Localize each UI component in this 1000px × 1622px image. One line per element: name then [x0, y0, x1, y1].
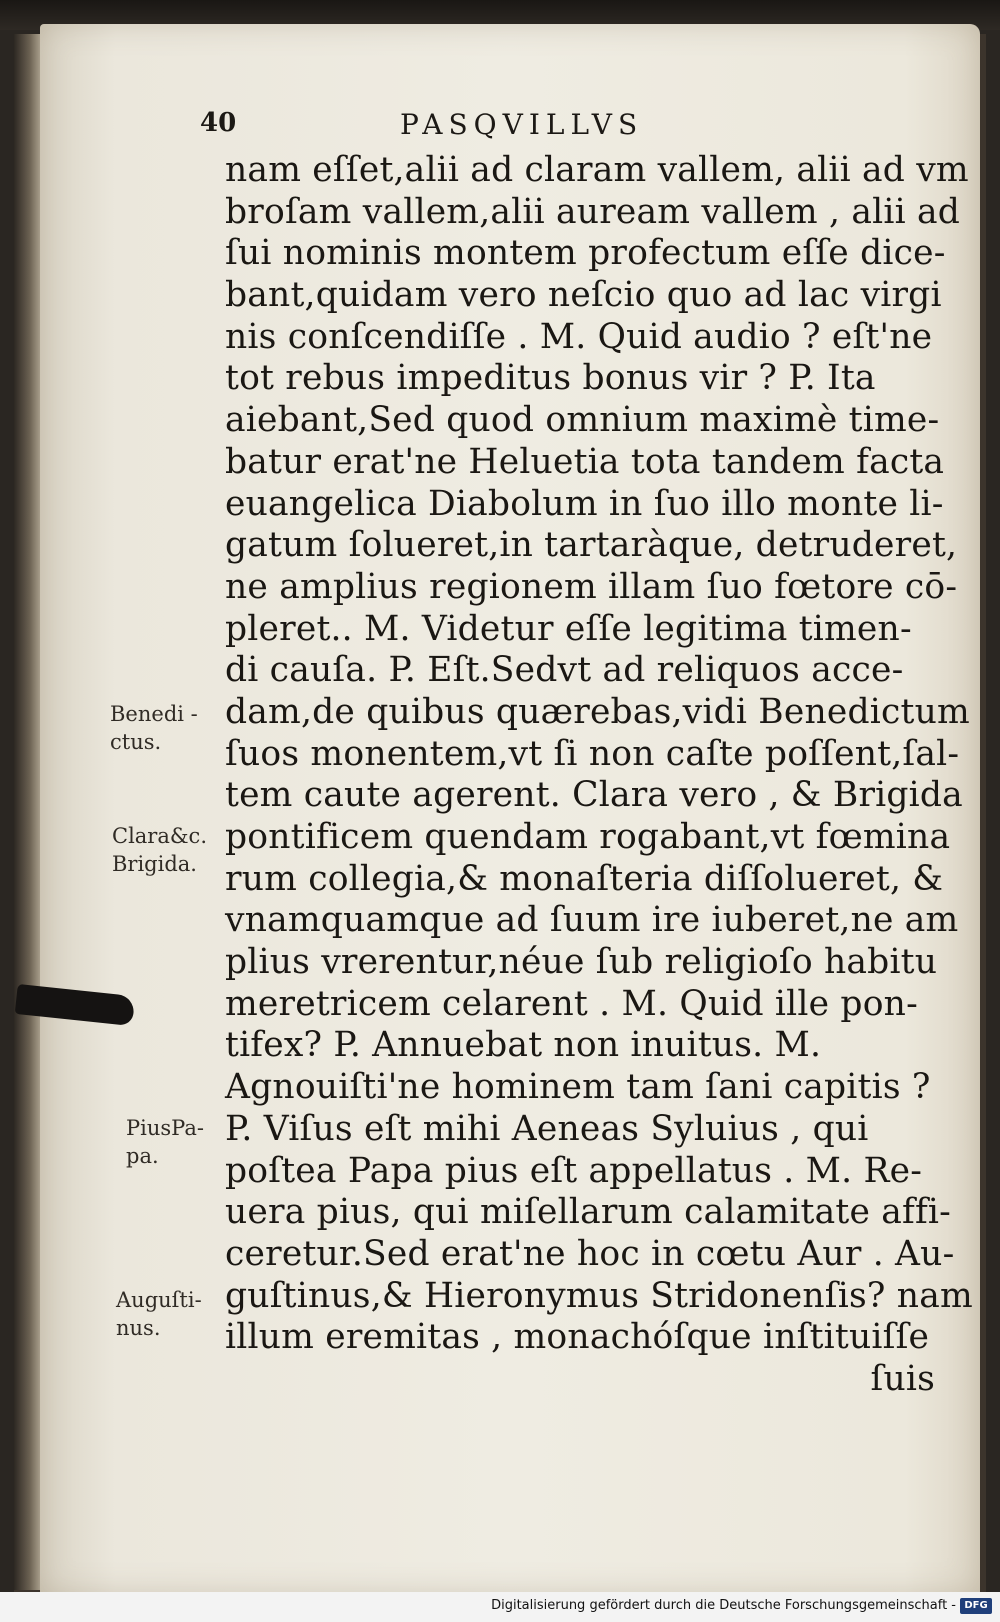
text-line: euangelica Diabolum in ſuo illo monte li- [225, 483, 944, 524]
text-line: poſtea Papa pius eſt appellatus . M. Re- [225, 1150, 923, 1191]
running-header [200, 108, 760, 148]
text-line: tem caute agerent. Clara vero , & Brigida [225, 775, 963, 816]
text-line: uera pius, qui miſellarum calamitate affi- [225, 1192, 952, 1233]
marginal-note-line: Clara&c. [112, 824, 207, 848]
page-gutter [14, 34, 40, 1590]
text-line: pleret.. M. Videtur eſſe legitima timen- [225, 608, 912, 649]
text-line: nam eſſet,alii ad claram vallem, alii ad vm [225, 150, 969, 190]
text-line: broſam vallem,alii auream vallem , alii ad [225, 191, 961, 232]
text-line: meretricem celarent . M. Quid ille pon- [225, 983, 918, 1024]
text-line: aiebant,Sed quod omnium maximè time- [225, 400, 940, 441]
marginal-note-line: PiusPa- [126, 1116, 204, 1140]
text-line: ſui nominis montem profectum eſſe dice- [225, 233, 946, 274]
text-line: plius vrerentur,néue ſub religioſo habitu [225, 942, 938, 983]
text-line: ne amplius regionem illam ſuo fœtore cō- [225, 566, 958, 607]
text-line: dam,de quibus quærebas,vidi Benedictum [225, 691, 970, 732]
marginal-note-pius-papa [126, 1114, 204, 1170]
marginal-note-clara-brigida [112, 822, 207, 878]
text-line: pontificem quendam rogabant,vt fœmina [225, 817, 951, 857]
marginal-note-line: Brigida. [112, 852, 197, 876]
marginal-note-benedictus [110, 700, 198, 756]
catchword: ſuis [870, 1358, 935, 1399]
marginal-note-line: ctus. [110, 730, 162, 754]
text-line: ſuos monentem,vt ſi non caſte poſſent,ſal- [225, 733, 960, 774]
text-line: rum collegia,& monaſteria diſſolueret, & [225, 858, 944, 899]
text-line: vnamquamque ad ſuum ire iuberet,ne am [225, 900, 959, 941]
text-line: guſtinus,& Hieronymus Stridonenſis? nam [225, 1275, 973, 1316]
marginal-note-line: Benedi - [110, 702, 198, 726]
text-line: tot rebus impeditus bonus vir ? P. Ita [225, 358, 876, 399]
text-line: tifex? P. Annuebat non inuitus. M. [225, 1025, 822, 1066]
text-line: Agnouiſti'ne hominem tam ſani capitis ? [225, 1067, 931, 1108]
text-line: di cauſa. P. Eſt.Sedvt ad reliquos acce- [225, 650, 904, 691]
text-line: batur erat'ne Heluetia tota tandem facta [225, 441, 945, 482]
running-title: PASQVILLVS [400, 108, 644, 141]
text-line: P. Viſus eſt mihi Aeneas Syluius , qui [225, 1108, 869, 1149]
text-line: bant,quidam vero neſcio quo ad lac virgi [225, 275, 942, 316]
dfg-logo: DFG [960, 1598, 992, 1614]
text-line: ceretur.Sed erat'ne hoc in cœtu Aur . Au- [225, 1233, 955, 1274]
marginal-note-line: Auguſti- [116, 1288, 202, 1312]
main-text-block [225, 150, 973, 1401]
text-line: nis conſcendiſſe . M. Quid audio ? eſt'ne [225, 316, 933, 357]
text-line: illum eremitas , monachóſque inſtituiſſe [225, 1317, 930, 1358]
marginal-note-augustinus [116, 1286, 202, 1342]
text-line: gatum ſolueret,in tartaràque, detruderet, [225, 525, 958, 566]
marginal-note-line: nus. [116, 1316, 161, 1340]
marginal-note-line: pa. [126, 1144, 159, 1168]
page-number: 40 [200, 108, 237, 138]
funding-credit: Digitalisierung gefördert durch die Deutsche Forschungsgemeinschaft - [491, 1598, 956, 1613]
